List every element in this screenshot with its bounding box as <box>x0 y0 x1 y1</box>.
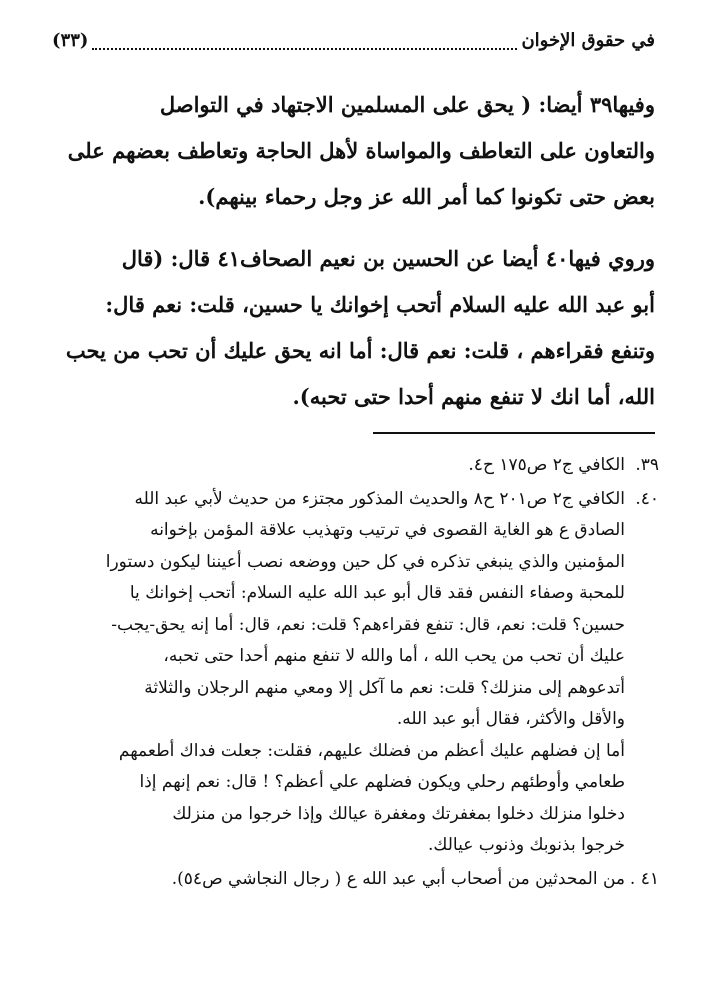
footnote-line: أما إن فضلهم عليك أعظم من فضلك عليهم، فقلت: جعلت فداك أطعمهم <box>118 740 625 761</box>
main-text <box>52 82 655 436</box>
header-dot-leader <box>92 30 517 50</box>
footnotes <box>52 450 659 897</box>
footnote-line: الكافي ج٢ ص٢٠١ ح٨ والحديث المذكور مجتزء من حديث لأبي عبد الله <box>134 488 625 509</box>
footnote-line: والأقل والأكثر، فقال أبو عبد الله. <box>396 709 625 729</box>
running-title: في حقوق الإخوان <box>521 29 655 51</box>
text-line: أبو عبد الله عليه السلام أتحب إخوانك يا حسين، قلت: نعم قال: <box>105 292 655 317</box>
footnote-separator <box>373 432 655 434</box>
paragraph-2 <box>52 236 655 420</box>
footnote-line: الكافي ج٢ ص١٧٥ ح٤. <box>468 455 625 475</box>
paragraph-1 <box>52 82 655 220</box>
footnote-line: أتدعوهم إلى منزلك؟ قلت: نعم ما آكل إلا ومعي منهم الرجلان والثلاثة <box>144 677 625 698</box>
footnote-line: حسين؟ قلت: نعم، قال: تنفع فقراءهم؟ قلت: نعم، قال: أما إنه يحق-يجب- <box>111 614 625 635</box>
footnote-39 <box>52 450 659 482</box>
footnote-line: للمحبة وصفاء النفس فقد قال أبو عبد الله عليه السلام: أتحب إخوانك يا <box>129 583 625 603</box>
text-line: وتنفع فقراءهم ، قلت: نعم قال: أما انه يحق عليك أن تحب من يحب <box>65 338 655 363</box>
text-line: والتعاون على التعاطف والمواساة لأهل الحاجة وتعاطف بعضهم على <box>67 138 655 163</box>
footnote-line: المؤمنين والذي ينبغي تذكره في كل حين ووضعه نصب أعيننا ليكون دستورا <box>105 551 625 572</box>
footnote-line: خرجوا بذنوبك وذنوب عيالك. <box>427 835 625 855</box>
footnote-number: ٣٩. <box>635 455 659 475</box>
footnote-line: من المحدثين من أصحاب أبي عبد الله ع ( رجال النجاشي ص٥٤). <box>171 868 625 889</box>
footnote-40 <box>52 484 659 862</box>
text-line: وروي فيها٤٠ أيضا عن الحسين بن نعيم الصحاف٤١ قال: (قال <box>121 246 655 271</box>
page-header <box>52 22 655 58</box>
footnote-line: طعامي وأوطئهم رحلي ويكون فضلهم علي أعظم؟ ! قال: نعم إنهم إذا <box>139 772 625 792</box>
footnote-line: دخلوا منزلك دخلوا بمغفرتك ومغفرة عيالك وإذا خرجوا من منزلك <box>172 803 625 824</box>
page-number: (٣٣) <box>52 29 89 51</box>
text-line: وفيها٣٩ أيضا: ( يحق على المسلمين الاجتهاد في التواصل <box>159 92 655 117</box>
footnote-number: ٤٠. <box>635 488 659 509</box>
text-line: الله، أما انك لا تنفع منهم أحدا حتى تحبه). <box>292 384 655 409</box>
footnote-41 <box>52 864 659 896</box>
footnote-line: عليك أن تحب من يحب الله ، أما والله لا تنفع منهم أحدا حتى تحبه، <box>163 646 625 666</box>
text-line: بعض حتى تكونوا كما أمر الله عز وجل رحماء بينهم). <box>198 184 655 209</box>
footnote-line: الصادق ع هو الغاية القصوى في ترتيب وتهذيب علاقة المؤمن بإخوانه <box>150 520 625 540</box>
footnote-number: ٤١ . <box>629 868 659 889</box>
